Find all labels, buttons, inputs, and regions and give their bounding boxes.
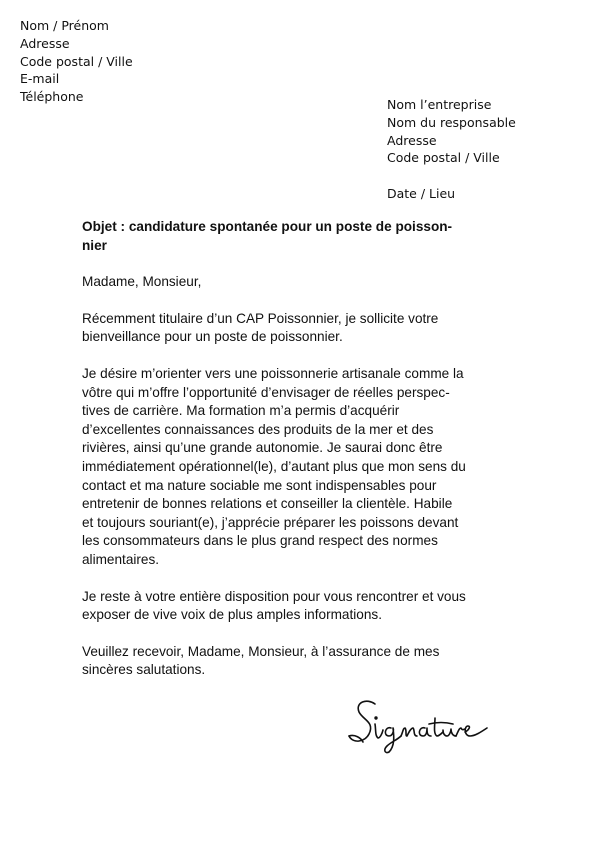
paragraph-line: tives de carrière. Ma formation m’a permis d’acquérir — [82, 403, 400, 419]
paragraph-line: entretenir de bonnes relations et conseiller la clientèle. Habile — [82, 496, 453, 512]
subject-line-1: Objet : candidature spontanée pour un poste de poisson- — [82, 219, 453, 234]
letter-body — [82, 218, 502, 680]
recipient-address: Adresse — [387, 132, 437, 148]
closing-formula — [82, 643, 502, 680]
paragraph-line: Je désire m’orienter vers une poissonnerie artisanale comme la — [82, 365, 464, 381]
paragraph-line: d’excellentes connaissances des produits de la mer et des — [82, 421, 434, 437]
paragraph-line: et toujours souriant(e), j’apprécie préparer les poissons devant — [82, 514, 459, 530]
closing-line: Veuillez recevoir, Madame, Monsieur, à l’assurance de mes — [82, 643, 440, 659]
sender-postal-city: Code postal / Ville — [20, 53, 133, 69]
sender-phone: Téléphone — [20, 89, 84, 105]
recipient-manager: Nom du responsable — [387, 114, 516, 130]
paragraph-motivation — [82, 365, 502, 570]
paragraph-intro — [82, 310, 502, 347]
closing-line: sincères salutations. — [82, 662, 206, 678]
paragraph-line: vôtre qui m’offre l’opportunité d’envisager de réelles perspec- — [82, 384, 450, 400]
date-place: Date / Lieu — [387, 186, 456, 202]
sender-email: E-mail — [20, 71, 60, 87]
recipient-block — [387, 96, 516, 203]
paragraph-line: Récemment titulaire d’un CAP Poissonnier, je sollicite votre — [82, 310, 439, 326]
handwritten-signature — [345, 694, 495, 756]
paragraph-line: bienveillance pour un poste de poissonnier. — [82, 329, 343, 345]
paragraph-line: Je reste à votre entière disposition pour vous rencontrer et vous — [82, 588, 466, 604]
paragraph-line: exposer de vive voix de plus amples informations. — [82, 607, 382, 623]
paragraph-availability — [82, 588, 502, 625]
paragraph-line: alimentaires. — [82, 551, 160, 567]
recipient-postal-city: Code postal / Ville — [387, 150, 500, 166]
sender-address: Adresse — [20, 35, 70, 51]
paragraph-line: rivières, ainsi qu’une grande autonomie. Je saurai donc être — [82, 440, 443, 456]
paragraph-line: immédiatement opérationnel(le), d’autant plus que mon sens du — [82, 458, 466, 474]
sender-name: Nom / Prénom — [20, 18, 109, 33]
salutation-text: Madame, Monsieur, — [82, 274, 202, 290]
recipient-company: Nom l’entreprise — [387, 97, 492, 112]
paragraph-line: les consommateurs dans le plus grand respect des normes — [82, 533, 438, 549]
salutation — [82, 273, 502, 292]
paragraph-line: contact et ma nature sociable me sont indispensables pour — [82, 477, 437, 493]
sender-block — [20, 17, 133, 106]
subject-line-2: nier — [82, 237, 107, 253]
subject-line — [82, 218, 502, 255]
